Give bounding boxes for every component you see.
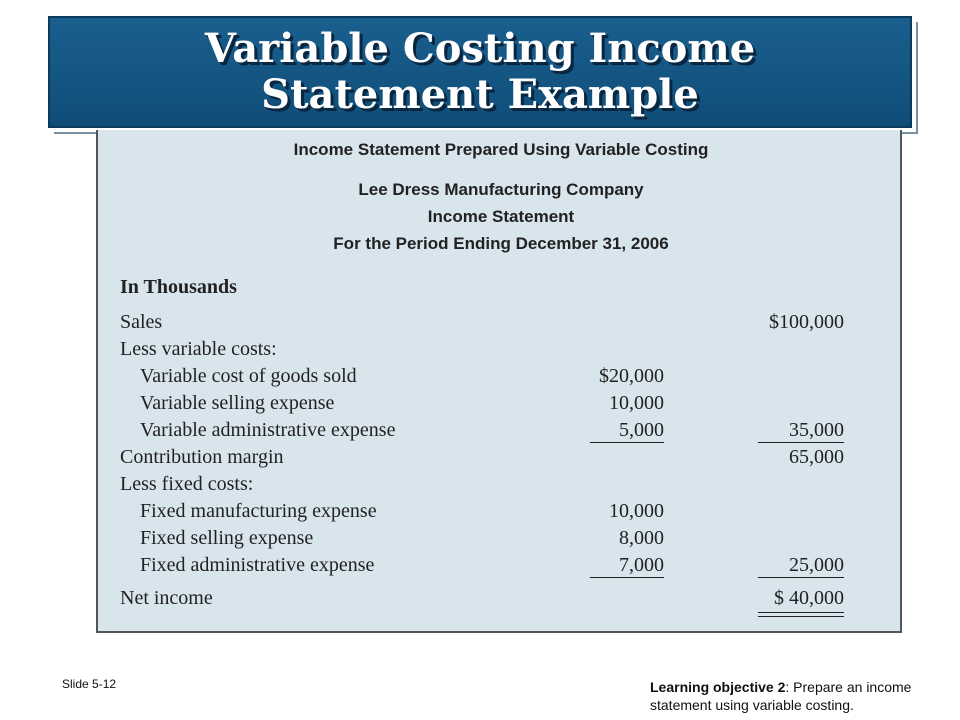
row-amount: 8,000 <box>619 527 664 549</box>
row-label: Variable administrative expense <box>140 419 396 441</box>
table-row <box>98 444 904 470</box>
row-label: Variable cost of goods sold <box>140 365 357 387</box>
row-amount: 10,000 <box>609 392 664 414</box>
table-row <box>98 552 904 578</box>
table-row <box>98 525 904 551</box>
learning-objective-label: Learning objective 2 <box>650 679 786 695</box>
row-label: Fixed administrative expense <box>140 554 375 576</box>
income-statement-panel <box>96 130 902 633</box>
row-amount: 5,000 <box>619 419 664 441</box>
subtotal-rule <box>758 577 844 578</box>
table-row <box>98 585 904 611</box>
row-label: Net income <box>120 587 213 609</box>
units-label: In Thousands <box>120 276 237 298</box>
slide-title-line-1: Variable Costing Income <box>204 25 756 72</box>
row-amount: 7,000 <box>619 554 664 576</box>
subtotal-rule <box>590 577 664 578</box>
row-label: Sales <box>120 311 163 333</box>
row-label: Less fixed costs: <box>120 473 254 495</box>
slide-title-banner <box>48 16 912 128</box>
subtotal-rule <box>758 442 844 443</box>
row-total: 35,000 <box>789 419 844 441</box>
row-label: Fixed manufacturing expense <box>140 500 377 522</box>
row-label: Contribution margin <box>120 446 284 468</box>
statement-title: Income Statement <box>427 207 575 226</box>
learning-objective-text: : Prepare an income statement using variable costing. <box>650 679 912 713</box>
slide-number: Slide 5-12 <box>62 677 117 691</box>
table-row <box>98 471 904 497</box>
row-amount: 10,000 <box>609 500 664 522</box>
row-total: 25,000 <box>789 554 844 576</box>
double-rule-top <box>758 612 844 613</box>
row-total: 65,000 <box>789 446 844 468</box>
table-row <box>98 309 904 335</box>
company-name: Lee Dress Manufacturing Company <box>358 180 644 199</box>
learning-objective <box>650 678 950 714</box>
units-label-row <box>98 274 904 300</box>
table-row <box>98 417 904 443</box>
subtotal-rule <box>590 442 664 443</box>
table-row <box>98 363 904 389</box>
table-row <box>98 336 904 362</box>
row-label: Variable selling expense <box>140 392 335 414</box>
row-amount: $20,000 <box>599 365 664 387</box>
row-label: Fixed selling expense <box>140 527 314 549</box>
table-row <box>98 390 904 416</box>
table-row <box>98 498 904 524</box>
statement-period: For the Period Ending December 31, 2006 <box>333 234 669 253</box>
row-total: $ 40,000 <box>774 587 844 609</box>
double-rule-bottom <box>758 616 844 617</box>
slide-title-line-2: Statement Example <box>261 71 699 118</box>
statement-caption: Income Statement Prepared Using Variable Costing <box>293 140 709 159</box>
row-label: Less variable costs: <box>120 338 277 360</box>
row-total: $100,000 <box>769 311 844 333</box>
